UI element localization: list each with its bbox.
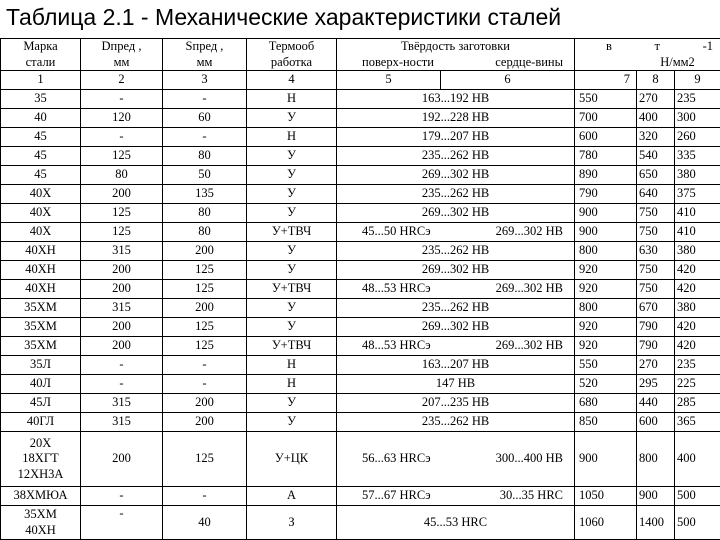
sigma-b-cell: 920 [575,337,637,356]
sigma-b-cell: 900 [575,204,637,223]
sigma-t-cell: 650 [637,166,675,185]
dpred-cell: - [81,375,163,394]
treatment-cell: У [247,394,337,413]
grade-cell: 40ГЛ [1,413,81,432]
dpred-cell: 125 [81,223,163,242]
spred-cell: 50 [163,166,247,185]
grade-cell: 45 [1,166,81,185]
hardness-cell: 235...262 НВ [337,185,575,204]
hardness-cell: 235...262 НВ [337,413,575,432]
col-grade-header: Марка стали [1,39,81,71]
table-row-group-c: 35ХМ 40ХН - 40 З 45...53 HRC 1060 1400 500 [1,506,720,540]
grade-cell: 35ХМ [1,337,81,356]
spred-cell: 135 [163,185,247,204]
hardness-cell: 163...192 НВ [337,90,575,109]
grade-cell: 45 [1,128,81,147]
sigma-1-cell: 420 [675,337,720,356]
hardness-cell: 48...53 HRCэ 269...302 НВ [337,337,575,356]
sigma-b-cell: 680 [575,394,637,413]
hardness-cell: 207...235 НВ [337,394,575,413]
table-row [1,318,720,337]
grade-cell: 20Х 18ХГТ 12ХН3А [1,432,81,487]
sigma-b-cell: 700 [575,109,637,128]
sigma-b-cell: 780 [575,147,637,166]
dpred-cell: 125 [81,147,163,166]
sigma-1-cell: 235 [675,356,720,375]
sigma-b-cell: 920 [575,261,637,280]
sigma-1-cell: 375 [675,185,720,204]
table-row [1,204,720,223]
sigma-t-label: т [654,39,660,53]
sigma-t-cell: 640 [637,185,675,204]
hardness-cell: 269...302 НВ [337,261,575,280]
treatment-cell: У [247,318,337,337]
treatment-cell: У [247,261,337,280]
sigma-b-cell: 600 [575,128,637,147]
dpred-cell: 200 [81,337,163,356]
grade-cell: 35ХМ [1,299,81,318]
table-row [1,413,720,432]
sigma-1-cell: 365 [675,413,720,432]
spred-cell: - [163,356,247,375]
grade-cell: 35 [1,90,81,109]
sigma-b-cell: 520 [575,375,637,394]
hardness-core-label: сердце-вины [495,54,563,69]
hardness-cell: 179...207 НВ [337,128,575,147]
grade-cell: 45 [1,147,81,166]
dpred-cell: 80 [81,166,163,185]
sigma-t-cell: 400 [637,109,675,128]
sigma-b-cell: 920 [575,318,637,337]
spred-cell: - [163,128,247,147]
dpred-cell: 125 [81,204,163,223]
sigma-t-cell: 750 [637,280,675,299]
dpred-cell: 315 [81,413,163,432]
spred-cell: 125 [163,280,247,299]
grade-cell: 45Л [1,394,81,413]
treatment-cell: У [247,204,337,223]
sigma-b-cell: 800 [575,299,637,318]
spred-cell: 125 [163,318,247,337]
table-row [1,109,720,128]
col-treatment-header: Термооб работка [247,39,337,71]
table-row [1,394,720,413]
spred-cell: 80 [163,147,247,166]
sigma-t-cell: 440 [637,394,675,413]
grade-cell: 40ХН [1,261,81,280]
sigma-t-cell: 630 [637,242,675,261]
table-row [1,166,720,185]
spred-cell: 200 [163,394,247,413]
table-row [1,223,720,242]
steel-properties-table [0,38,720,540]
sigma-b-cell: 790 [575,185,637,204]
sigma-1-cell: 380 [675,242,720,261]
table-row [1,280,720,299]
table-row [1,356,720,375]
sigma-t-cell: 540 [637,147,675,166]
sigma-1-cell: 420 [675,280,720,299]
grade-cell: 40ХН [1,280,81,299]
dpred-cell: 315 [81,394,163,413]
treatment-cell: У [247,166,337,185]
mech-units: Н/мм2 [660,54,695,69]
treatment-cell: У [247,242,337,261]
dpred-cell: - [81,356,163,375]
sigma-b-cell: 550 [575,90,637,109]
sigma-1-cell: 380 [675,166,720,185]
hardness-surface-label: поверх-ности [362,54,434,69]
hardness-cell: 269...302 НВ [337,318,575,337]
dpred-cell: - [81,128,163,147]
sigma-t-cell: 790 [637,337,675,356]
sigma-1-cell: 260 [675,128,720,147]
hardness-cell: 235...262 НВ [337,299,575,318]
treatment-cell: У+ТВЧ [247,337,337,356]
col-dpred-header: Dпред , мм [81,39,163,71]
grade-cell: 40 [1,109,81,128]
dpred-cell: 200 [81,185,163,204]
spred-cell: 80 [163,204,247,223]
sigma-1-cell: 410 [675,223,720,242]
table-row [1,128,720,147]
hardness-cell: 235...262 НВ [337,147,575,166]
spred-cell: 125 [163,337,247,356]
sigma-1-cell: 410 [675,204,720,223]
sigma-t-cell: 750 [637,261,675,280]
sigma-1-cell: 335 [675,147,720,166]
spred-cell: 125 [163,261,247,280]
table-row [1,242,720,261]
sigma-b-cell: 800 [575,242,637,261]
sigma-t-cell: 790 [637,318,675,337]
spred-cell: 200 [163,413,247,432]
grade-cell: 35ХМ 40ХН [1,506,81,540]
sigma-t-cell: 670 [637,299,675,318]
treatment-cell: Н [247,375,337,394]
hardness-cell: 163...207 НВ [337,356,575,375]
sigma-1-label: -1 [702,39,714,53]
hardness-cell: 147 НВ [337,375,575,394]
sigma-t-cell: 600 [637,413,675,432]
table-row [1,90,720,109]
hardness-cell: 45...50 HRCэ 269...302 НВ [337,223,575,242]
treatment-cell: У [247,185,337,204]
sigma-b-cell: 890 [575,166,637,185]
treatment-cell: У [247,147,337,166]
table-row [1,375,720,394]
sigma-1-cell: 225 [675,375,720,394]
sigma-t-cell: 270 [637,90,675,109]
hardness-cell: 269...302 НВ [337,166,575,185]
table-row [1,299,720,318]
sigma-t-cell: 750 [637,223,675,242]
header-row-1 [1,39,720,71]
table-row-group-a: 20Х 18ХГТ 12ХН3А 200 125 У+ЦК 56...63 HRCэ 300...400 НВ 900 800 400 [1,432,720,487]
sigma-t-cell: 295 [637,375,675,394]
sigma-1-cell: 420 [675,261,720,280]
table-row [1,185,720,204]
sigma-1-cell: 285 [675,394,720,413]
treatment-cell: Н [247,90,337,109]
treatment-cell: У [247,109,337,128]
dpred-cell: 200 [81,280,163,299]
grade-cell: 35Л [1,356,81,375]
grade-cell: 40Х [1,223,81,242]
table-row [1,147,720,166]
sigma-b-cell: 850 [575,413,637,432]
grade-cell: 40Л [1,375,81,394]
spred-cell: - [163,375,247,394]
sigma-t-cell: 270 [637,356,675,375]
treatment-cell: Н [247,356,337,375]
hardness-cell: 269...302 НВ [337,204,575,223]
spred-cell: 200 [163,299,247,318]
grade-cell: 40ХН [1,242,81,261]
dpred-cell: - [81,90,163,109]
table-row [1,261,720,280]
grade-cell: 40Х [1,185,81,204]
spred-cell: - [163,90,247,109]
grade-cell: 40Х [1,204,81,223]
sigma-b-cell: 900 [575,223,637,242]
treatment-cell: У+ТВЧ [247,280,337,299]
hardness-header: Твёрдость заготовки поверх-ности сердце-вины [337,39,575,71]
table-row-group-b: 38ХМЮА - - А 57...67 HRCэ 30...35 HRC 1050 900 500 [1,487,720,506]
treatment-cell: Н [247,128,337,147]
hardness-cell: 235...262 НВ [337,242,575,261]
dpred-cell: 120 [81,109,163,128]
grade-cell: 35ХМ [1,318,81,337]
sigma-t-cell: 750 [637,204,675,223]
mech-header [575,39,720,71]
dpred-cell: 200 [81,261,163,280]
hardness-cell: 48...53 HRCэ 269...302 НВ [337,280,575,299]
sigma-1-cell: 235 [675,90,720,109]
sigma-1-cell: 380 [675,299,720,318]
sigma-1-cell: 300 [675,109,720,128]
sigma-t-cell: 320 [637,128,675,147]
dpred-cell: 200 [81,318,163,337]
col-spred-header: Sпред , мм [163,39,247,71]
hardness-cell: 192...228 НВ [337,109,575,128]
dpred-cell: 315 [81,299,163,318]
sigma-b-cell: 550 [575,356,637,375]
table-title: Таблица 2.1 - Механические характеристики сталей [6,4,562,30]
spred-cell: 60 [163,109,247,128]
spred-cell: 200 [163,242,247,261]
treatment-cell: У [247,413,337,432]
sigma-b-label: в [606,39,612,53]
sigma-b-cell: 920 [575,280,637,299]
treatment-cell: У+ТВЧ [247,223,337,242]
spred-cell: 80 [163,223,247,242]
sigma-1-cell: 420 [675,318,720,337]
table-row [1,337,720,356]
treatment-cell: У [247,299,337,318]
dpred-cell: 315 [81,242,163,261]
header-numbers-row: 1 2 3 4 5 6 7 8 9 [1,71,720,90]
